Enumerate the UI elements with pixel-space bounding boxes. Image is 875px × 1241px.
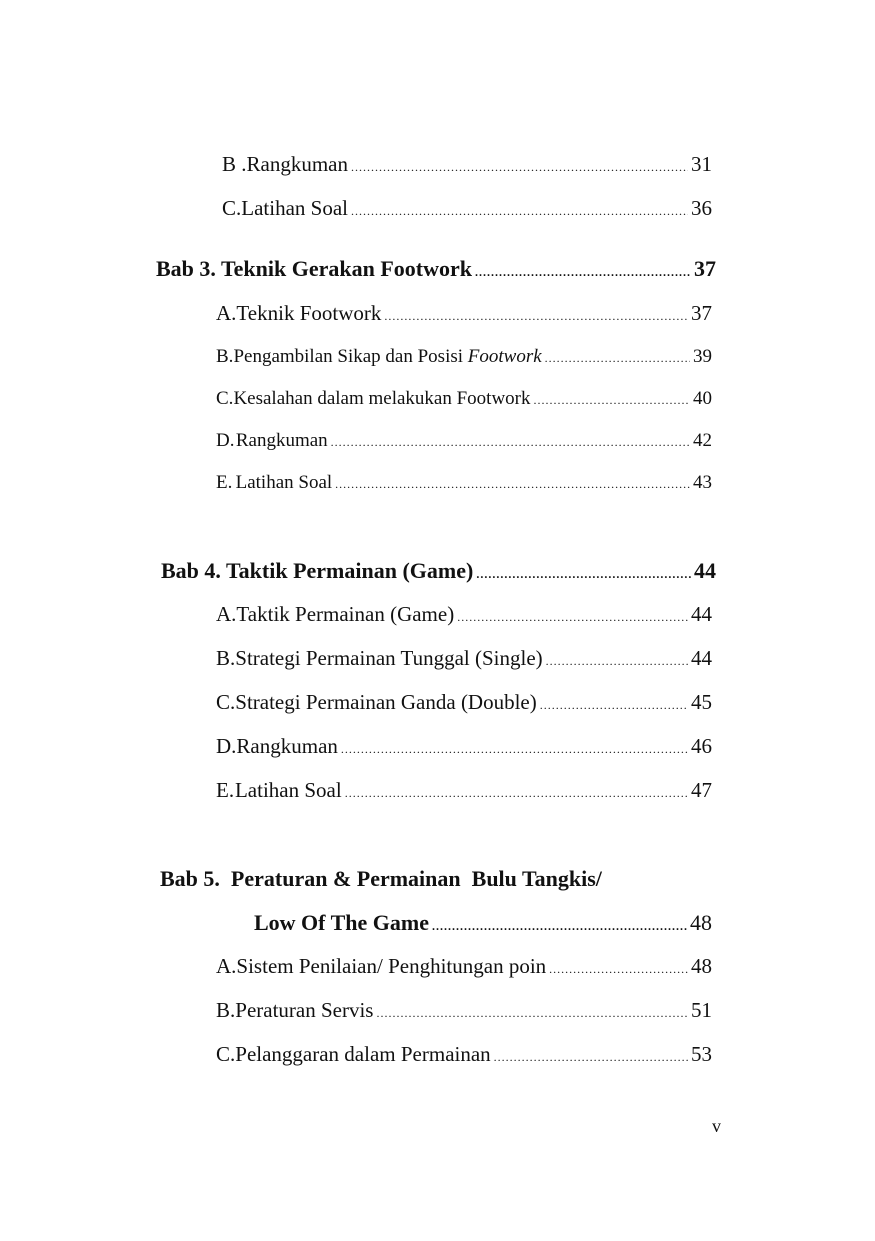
entry-title: Pelanggaran dalam Permainan (235, 1042, 491, 1066)
entry-letter: C. (222, 196, 242, 220)
toc-entry[interactable] (216, 778, 712, 803)
dot-leader (384, 310, 688, 322)
entry-page: 45 (691, 690, 712, 714)
entry-letter: D. (216, 734, 237, 758)
toc-entry[interactable] (216, 472, 712, 494)
entry-letter: A. (216, 602, 237, 626)
toc-entry[interactable] (216, 1042, 712, 1067)
entry-title-text: Pengambilan Sikap dan Posisi (233, 346, 468, 367)
dot-leader (476, 568, 691, 580)
entry-page: 44 (691, 602, 712, 626)
entry-letter: E. (216, 778, 235, 802)
entry-title: Strategi Permainan Ganda (Double) (235, 690, 537, 714)
chapter-heading[interactable] (161, 558, 716, 584)
chapter-page: 37 (694, 256, 716, 281)
entry-page: 42 (693, 430, 712, 451)
entry-letter: A. (216, 301, 237, 325)
entry-page: 44 (691, 646, 712, 670)
dot-leader (545, 352, 690, 364)
entry-page: 40 (693, 388, 712, 409)
entry-page: 46 (691, 734, 712, 758)
entry-letter: C. (216, 1042, 236, 1066)
chapter-title: Bab 3. Teknik Gerakan Footwork (156, 256, 473, 281)
dot-leader (432, 920, 687, 932)
dot-leader (494, 1051, 688, 1063)
dot-leader (540, 699, 688, 711)
entry-letter: C. (216, 690, 236, 714)
entry-page: 47 (691, 778, 712, 802)
entry-title-italic: Footwork (467, 346, 542, 367)
dot-leader (351, 205, 688, 217)
toc-entry[interactable] (216, 690, 712, 715)
dot-leader (345, 787, 688, 799)
entry-letter: B. (216, 646, 236, 670)
chapter-heading[interactable] (156, 256, 716, 282)
dot-leader (457, 611, 688, 623)
entry-letter: B. (216, 998, 236, 1022)
toc-entry[interactable] (216, 301, 712, 326)
entry-title: Taktik Permainan (Game) (236, 602, 455, 626)
entry-page: 37 (691, 301, 712, 325)
dot-leader (331, 436, 690, 448)
entry-title: Teknik Footwork (236, 301, 382, 325)
dot-leader (549, 963, 688, 975)
toc-entry[interactable] (216, 388, 712, 410)
dot-leader (534, 394, 691, 406)
entry-page: 53 (691, 1042, 712, 1066)
chapter-page: 48 (690, 910, 712, 935)
chapter-title: Bab 5. Peraturan & Permainan Bulu Tangkis/ (160, 866, 602, 891)
entry-letter: B . (222, 152, 247, 176)
entry-title: Strategi Permainan Tunggal (Single) (235, 646, 543, 670)
toc-entry[interactable] (222, 152, 712, 177)
dot-leader (475, 266, 691, 278)
entry-title: Latihan Soal (241, 196, 348, 220)
toc-entry[interactable] (216, 646, 712, 671)
entry-page: 51 (691, 998, 712, 1022)
entry-letter: C. (216, 388, 234, 409)
toc-entry[interactable] (216, 998, 712, 1023)
chapter-page: 44 (694, 558, 716, 583)
entry-page: 48 (691, 954, 712, 978)
entry-letter: D. (216, 430, 235, 451)
entry-page: 36 (691, 196, 712, 220)
dot-leader (341, 743, 688, 755)
entry-letter: B. (216, 346, 234, 367)
dot-leader (376, 1007, 688, 1019)
chapter-title-continued: Low Of The Game (254, 910, 429, 935)
entry-title: Rangkuman (236, 734, 338, 758)
entry-title: Latihan Soal (234, 778, 342, 802)
toc-entry[interactable] (216, 954, 712, 979)
dot-leader (546, 655, 688, 667)
entry-title: Peraturan Servis (235, 998, 374, 1022)
chapter-heading-line1[interactable] (160, 866, 602, 892)
entry-title: Rangkuman (246, 152, 348, 176)
entry-page: 43 (693, 472, 712, 493)
entry-page: 39 (693, 346, 712, 367)
page-number: v (712, 1116, 721, 1136)
entry-letter: E. (216, 472, 233, 493)
entry-title: Rangkuman (235, 430, 328, 451)
dot-leader (335, 478, 690, 490)
dot-leader (351, 161, 688, 173)
toc-entry[interactable] (216, 346, 712, 368)
toc-entry[interactable] (222, 196, 712, 221)
toc-entry[interactable] (216, 430, 712, 452)
toc-entry[interactable] (216, 602, 712, 627)
chapter-heading-line2[interactable] (254, 910, 712, 936)
entry-title: Sistem Penilaian/ Penghitungan poin (236, 954, 547, 978)
entry-letter: A. (216, 954, 237, 978)
entry-title: Latihan Soal (235, 472, 333, 493)
entry-title (233, 346, 541, 368)
entry-title: Kesalahan dalam melakukan Footwork (233, 388, 531, 409)
chapter-title: Bab 4. Taktik Permainan (Game) (161, 558, 474, 583)
toc-entry[interactable] (216, 734, 712, 759)
entry-page: 31 (691, 152, 712, 176)
